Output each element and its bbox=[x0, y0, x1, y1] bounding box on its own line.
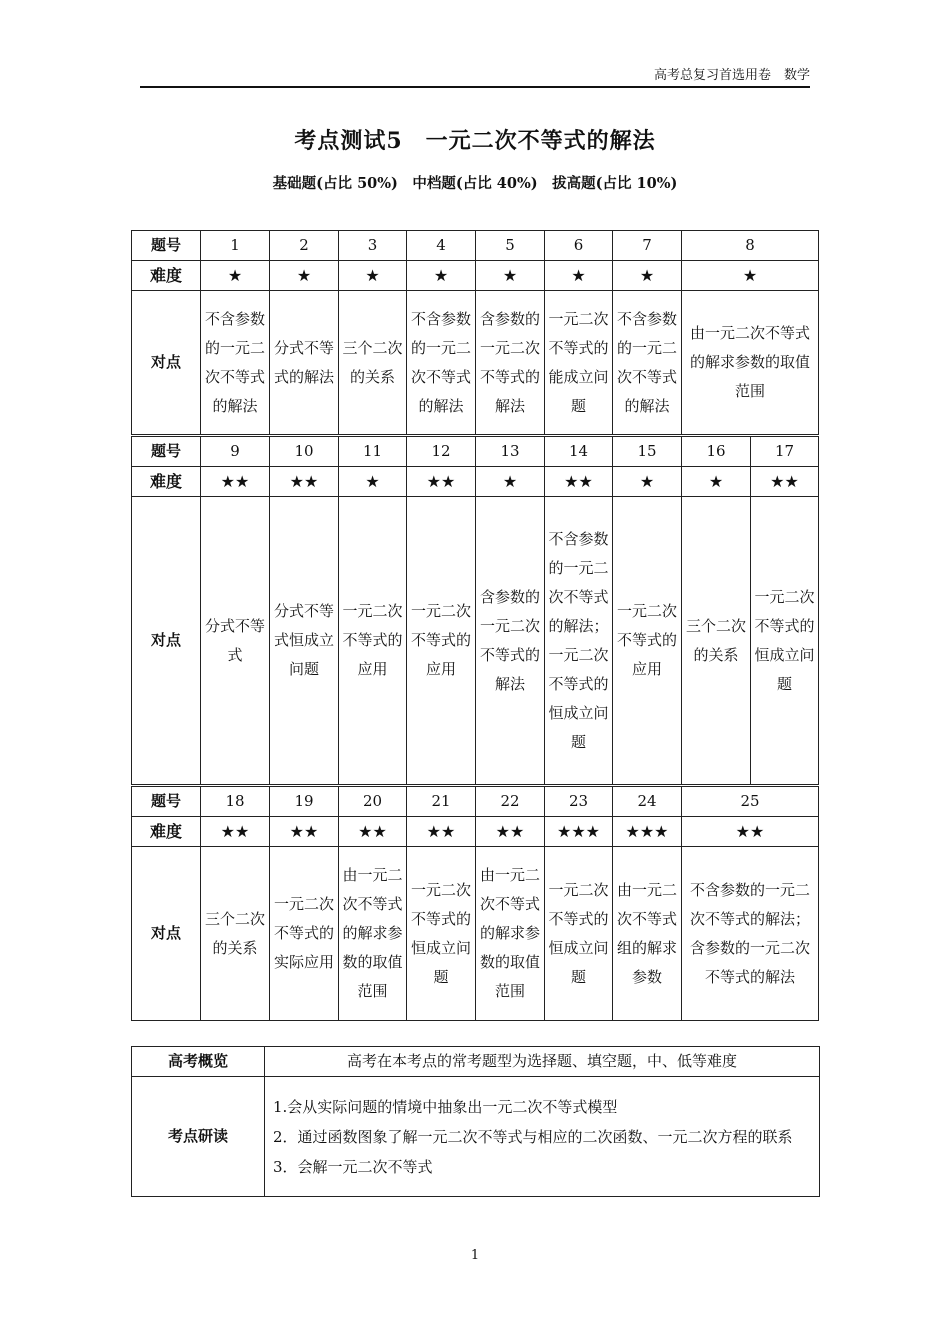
row-label-number: 题号 bbox=[132, 436, 201, 467]
topic-text: 不含参数的一元二次不等式的解法 bbox=[617, 309, 678, 415]
question-number: 23 bbox=[545, 786, 613, 817]
page-number: 1 bbox=[470, 1248, 480, 1263]
row-label-number: 题号 bbox=[132, 231, 201, 261]
difficulty-stars: ★★ bbox=[751, 467, 819, 497]
difficulty-stars: ★ bbox=[339, 261, 407, 291]
question-number: 11 bbox=[339, 436, 407, 467]
topic-text: 含参数的一元二次不等式的解法 bbox=[480, 309, 541, 415]
difficulty-stars: ★★ bbox=[201, 817, 270, 847]
difficulty-stars: ★★ bbox=[407, 817, 476, 847]
difficulty-stars: ★★★ bbox=[613, 817, 682, 847]
study-item: 1.会从实际问题的情境中抽象出一元二次不等式模型 bbox=[273, 1097, 618, 1116]
overview-label: 高考概览 bbox=[132, 1047, 265, 1077]
difficulty-stars: ★★ bbox=[682, 817, 819, 847]
question-number: 19 bbox=[270, 786, 339, 817]
topic-row bbox=[132, 291, 819, 436]
row-label-difficulty: 难度 bbox=[132, 261, 201, 291]
study-item: 3．会解一元二次不等式 bbox=[273, 1157, 433, 1176]
running-header: 高考总复习首选用卷 数学 bbox=[140, 66, 810, 88]
difficulty-stars: ★★ bbox=[339, 817, 407, 847]
row-label-difficulty: 难度 bbox=[132, 467, 201, 497]
question-difficulty-table bbox=[131, 230, 819, 1021]
question-number: 21 bbox=[407, 786, 476, 817]
topic-text: 由一元二次不等式的解求参数的取值范围 bbox=[480, 866, 541, 1000]
question-number: 18 bbox=[201, 786, 270, 817]
topic-text: 三个二次的关系 bbox=[342, 338, 403, 386]
difficulty-stars: ★ bbox=[339, 467, 407, 497]
difficulty-stars: ★★ bbox=[476, 817, 545, 847]
topic-text: 一元二次不等式的恒成立问题 bbox=[411, 880, 472, 986]
row-label-difficulty: 难度 bbox=[132, 817, 201, 847]
topic-text: 分式不等式恒成立问题 bbox=[274, 602, 335, 678]
number-row bbox=[132, 231, 819, 261]
difficulty-stars: ★ bbox=[476, 467, 545, 497]
difficulty-stars: ★ bbox=[270, 261, 339, 291]
question-number: 10 bbox=[270, 436, 339, 467]
difficulty-stars: ★★ bbox=[407, 467, 476, 497]
difficulty-stars: ★ bbox=[201, 261, 270, 291]
topic-text: 三个二次的关系 bbox=[686, 616, 747, 664]
question-number: 1 bbox=[201, 231, 270, 261]
question-number: 24 bbox=[613, 786, 682, 817]
topic-text: 一元二次不等式的应用 bbox=[342, 602, 403, 678]
difficulty-row bbox=[132, 261, 819, 291]
topic-text: 一元二次不等式的实际应用 bbox=[274, 895, 335, 971]
difficulty-row bbox=[132, 817, 819, 847]
topic-text: 含参数的一元二次不等式的解法 bbox=[480, 587, 541, 693]
row-label-topic: 对点 bbox=[132, 497, 201, 786]
difficulty-stars: ★ bbox=[682, 261, 819, 291]
question-number: 25 bbox=[682, 786, 819, 817]
number-row bbox=[132, 786, 819, 817]
difficulty-stars: ★ bbox=[613, 261, 682, 291]
topic-text: 由一元二次不等式组的解求参数 bbox=[617, 880, 678, 986]
topic-text: 不含参数的一元二次不等式的解法；含参数的一元二次不等式的解法 bbox=[689, 880, 810, 986]
difficulty-row bbox=[132, 467, 819, 497]
topic-text: 一元二次不等式的恒成立问题 bbox=[548, 880, 609, 986]
topic-text: 不含参数的一元二次不等式的解法；一元二次不等式的恒成立问题 bbox=[548, 529, 609, 751]
topic-text: 一元二次不等式的能成立问题 bbox=[548, 309, 609, 415]
question-number: 22 bbox=[476, 786, 545, 817]
difficulty-stars: ★ bbox=[476, 261, 545, 291]
question-number: 12 bbox=[407, 436, 476, 467]
question-number: 7 bbox=[613, 231, 682, 261]
difficulty-stars: ★★★ bbox=[545, 817, 613, 847]
difficulty-stars: ★★ bbox=[270, 817, 339, 847]
study-item: 2．通过函数图象了解一元二次不等式与相应的二次函数、一元二次方程的联系 bbox=[273, 1127, 793, 1146]
page-title: 考点测试5 一元二次不等式的解法 bbox=[294, 128, 656, 154]
question-number: 5 bbox=[476, 231, 545, 261]
row-label-topic: 对点 bbox=[132, 847, 201, 1021]
topic-text: 不含参数的一元二次不等式的解法 bbox=[411, 309, 472, 415]
question-number: 16 bbox=[682, 436, 751, 467]
difficulty-stars: ★ bbox=[545, 261, 613, 291]
question-number: 6 bbox=[545, 231, 613, 261]
overview-text: 高考在本考点的常考题型为选择题、填空题，中、低等难度 bbox=[265, 1047, 820, 1077]
number-row bbox=[132, 436, 819, 467]
question-number: 9 bbox=[201, 436, 270, 467]
topic-text: 一元二次不等式的应用 bbox=[411, 602, 472, 678]
difficulty-stars: ★★ bbox=[545, 467, 613, 497]
question-number: 8 bbox=[682, 231, 819, 261]
topic-text: 一元二次不等式的恒成立问题 bbox=[754, 587, 815, 693]
difficulty-stars: ★★ bbox=[201, 467, 270, 497]
question-number: 15 bbox=[613, 436, 682, 467]
question-number: 14 bbox=[545, 436, 613, 467]
question-number: 3 bbox=[339, 231, 407, 261]
difficulty-ratio-subtitle: 基础题(占比 50%) 中档题(占比 40%) 拔高题(占比 10%) bbox=[272, 175, 678, 192]
topic-row bbox=[132, 497, 819, 786]
difficulty-stars: ★ bbox=[613, 467, 682, 497]
question-number: 4 bbox=[407, 231, 476, 261]
topic-text: 三个二次的关系 bbox=[205, 909, 266, 957]
topic-text: 由一元二次不等式的解求参数的取值范围 bbox=[342, 866, 403, 1000]
topic-row bbox=[132, 847, 819, 1021]
question-number: 20 bbox=[339, 786, 407, 817]
exam-overview-table bbox=[131, 1046, 820, 1197]
topic-text: 分式不等式的解法 bbox=[274, 338, 335, 386]
row-label-topic: 对点 bbox=[132, 291, 201, 436]
study-label: 考点研读 bbox=[132, 1077, 265, 1197]
row-label-number: 题号 bbox=[132, 786, 201, 817]
question-number: 13 bbox=[476, 436, 545, 467]
topic-text: 由一元二次不等式的解求参数的取值范围 bbox=[689, 324, 810, 400]
topic-text: 一元二次不等式的应用 bbox=[617, 602, 678, 678]
topic-text: 不含参数的一元二次不等式的解法 bbox=[205, 309, 266, 415]
difficulty-stars: ★★ bbox=[270, 467, 339, 497]
difficulty-stars: ★ bbox=[407, 261, 476, 291]
difficulty-stars: ★ bbox=[682, 467, 751, 497]
question-number: 2 bbox=[270, 231, 339, 261]
topic-text: 分式不等式 bbox=[205, 616, 266, 664]
question-number: 17 bbox=[751, 436, 819, 467]
